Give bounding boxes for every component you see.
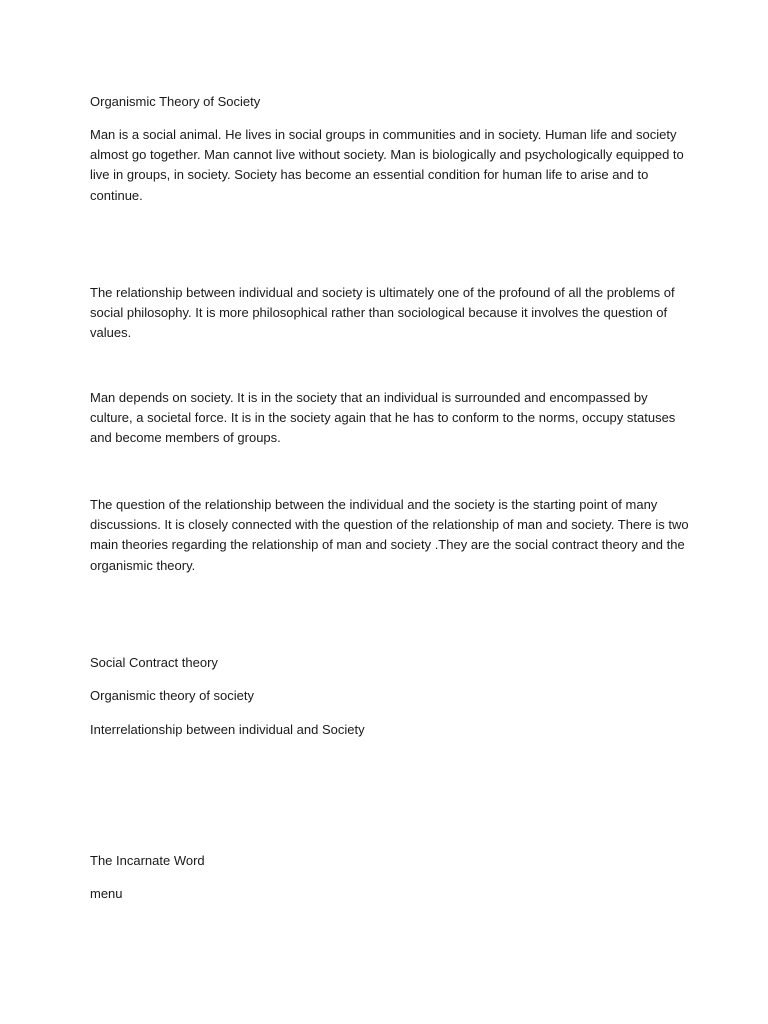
menu-link[interactable]: menu [90,886,123,901]
site-name[interactable]: The Incarnate Word [90,853,205,868]
link-social-contract-theory[interactable]: Social Contract theory [90,655,218,670]
paragraph-4: The question of the relationship between the individual and the society is the starting point of many discussions. It is closely connected with the question of the relationship of man and society. There is two main theories regarding the relationship of man and society .They are the social contract theory and the organismic theory. [90,497,689,573]
link-organismic-theory[interactable]: Organismic theory of society [90,688,255,703]
document-title: Organismic Theory of Society [90,94,261,109]
link-interrelationship[interactable]: Interrelationship between individual and Society [90,722,365,737]
paragraph-3: Man depends on society. It is in the society that an individual is surrounded and encompassed by culture, a societal force. It is in the society again that he has to conform to the norms, occupy statuses and become members of groups. [90,390,676,446]
paragraph-1: Man is a social animal. He lives in social groups in communities and in society. Human life and society almost go together. Man cannot live without society. Man is biologically and psychologically equipped to live in groups, in society. Society has become an essential condition for human life to arise and to continue. [90,127,684,203]
paragraph-2: The relationship between individual and society is ultimately one of the profound of all the problems of social philosophy. It is more philosophical rather than sociological because it involves the question of values. [90,285,675,341]
